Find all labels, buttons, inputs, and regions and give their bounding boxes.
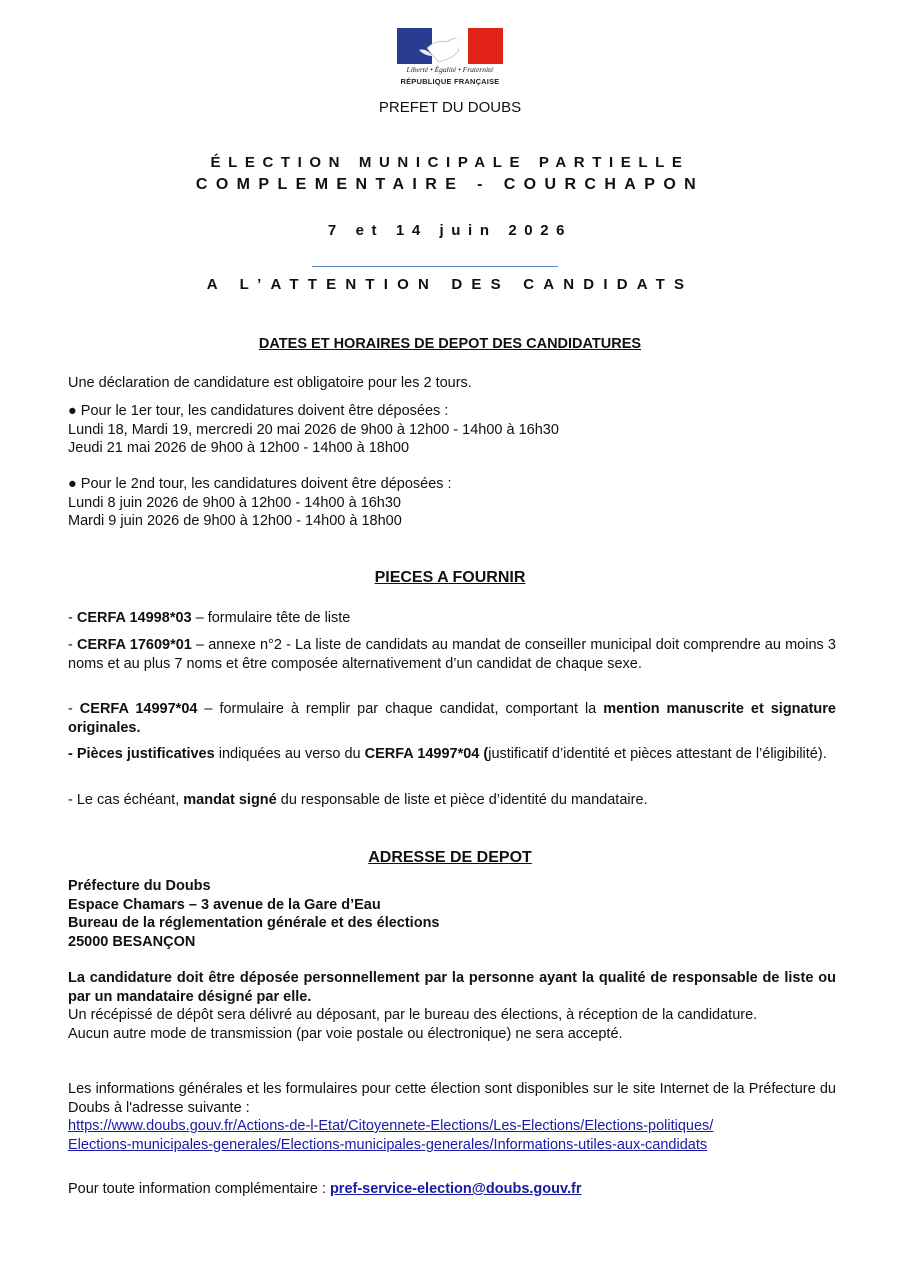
note-bold: La candidature doit être déposée personnellement par la personne ayant la qualité de responsable de liste ou par un mandataire désigné par elle. <box>68 970 836 1005</box>
cerfa-code: CERFA 14998*03 <box>76 610 192 626</box>
piece-item-5 <box>68 791 836 810</box>
info-block <box>68 1080 836 1117</box>
piece-prefix: - <box>68 701 80 717</box>
piece-text: – formulaire tête de liste <box>191 610 351 626</box>
contact-line <box>68 1180 836 1199</box>
piece-item-4 <box>68 745 836 764</box>
tour2-line1: Lundi 8 juin 2026 de 9h00 à 12h00 - 14h00 à 16h30 <box>68 494 401 511</box>
dates-intro: Une déclaration de candidature est obligatoire pour les 2 tours. <box>68 375 472 391</box>
piece-text: – formulaire à remplir par chaque candidat, comportant la <box>197 701 604 717</box>
election-title-line1: ÉLECTION MUNICIPALE PARTIELLE <box>210 154 690 171</box>
piece-text: indiquées au verso du <box>214 746 365 762</box>
pieces-section-title: PIECES A FOURNIR <box>374 569 526 586</box>
election-title-line2: COMPLEMENTAIRE - COURCHAPON <box>195 176 705 193</box>
info-url-line1[interactable]: https://www.doubs.gouv.fr/Actions-de-l-Etat/Citoyennete-Elections/Les-Elections/Elections-politiques/ <box>68 1118 714 1134</box>
note-aucun: Aucun autre mode de transmission (par voie postale ou électronique) ne sera accepté. <box>68 1025 623 1042</box>
info-url-block <box>68 1117 836 1154</box>
piece-text-2: du responsable de liste et pièce d’identité du mandataire. <box>276 792 648 808</box>
tour1-line2: Jeudi 21 mai 2026 de 9h00 à 12h00 - 14h00 à 18h00 <box>68 440 410 456</box>
divider <box>312 266 558 267</box>
cerfa-code: CERFA 14997*04 ( <box>364 746 489 762</box>
attention-heading: A L’ATTENTION DES CANDIDATS <box>206 276 694 293</box>
tour2-block <box>68 475 836 531</box>
logo-republic: RÉPUBLIQUE FRANÇAISE <box>400 77 500 86</box>
dates-section-title: DATES ET HORAIRES DE DEPOT DES CANDIDATURES <box>258 336 642 352</box>
piece-item-3 <box>68 700 836 737</box>
piece-bold-start: - Pièces justificatives <box>68 746 215 762</box>
cerfa-code: CERFA 14997*04 <box>79 701 198 717</box>
piece-item-2 <box>68 636 836 673</box>
tour1-heading: ● Pour le 1er tour, les candidatures doivent être déposées : <box>68 403 449 419</box>
piece-item-1 <box>68 609 836 628</box>
address-line4: 25000 BESANÇON <box>68 933 196 950</box>
address-block <box>68 877 836 951</box>
depot-notes <box>68 969 836 1043</box>
address-line3: Bureau de la réglementation générale et des élections <box>68 915 440 931</box>
prefet-title: PREFET DU DOUBS <box>378 99 522 116</box>
contact-email-link[interactable]: pref-service-election@doubs.gouv.fr <box>329 1181 582 1197</box>
info-url-line2[interactable]: Elections-municipales-generales/Elections-municipales-generales/Informations-utiles-aux-candidats <box>68 1136 708 1153</box>
election-dates: 7 et 14 juin 2026 <box>327 222 573 239</box>
info-text: Les informations générales et les formulaires pour cette élection sont disponibles sur le site Internet de la Préfecture du Doubs à l'adresse suivante : <box>68 1081 836 1116</box>
cerfa-code: CERFA 17609*01 <box>77 637 192 653</box>
note-recepisse: Un récépissé de dépôt sera délivré au déposant, par le bureau des élections, à réception de la candidature. <box>68 1007 758 1023</box>
tour2-line2: Mardi 9 juin 2026 de 9h00 à 12h00 - 14h00 à 18h00 <box>68 513 402 529</box>
contact-label: Pour toute information complémentaire : <box>68 1181 330 1197</box>
piece-text-2: justificatif d’identité et pièces attestant de l’éligibilité). <box>488 746 827 762</box>
piece-text: – annexe n°2 - La liste de candidats au mandat de conseiller municipal doit comprendre au moins 3 noms et au plus 7 noms et être composée alternativement d’un candidat de chaque sexe. <box>68 637 836 672</box>
piece-prefix: - <box>68 610 77 626</box>
piece-bold: mandat signé <box>183 792 277 808</box>
piece-prefix: - <box>68 637 77 653</box>
piece-text: - Le cas échéant, <box>68 792 184 808</box>
address-line2: Espace Chamars – 3 avenue de la Gare d’Eau <box>68 896 381 913</box>
tour1-block <box>68 402 836 458</box>
tour1-line1: Lundi 18, Mardi 19, mercredi 20 mai 2026 de 9h00 à 12h00 - 14h00 à 16h30 <box>68 421 559 438</box>
adresse-section-title: ADRESSE DE DEPOT <box>368 849 532 866</box>
logo-motto: Liberté • Égalité • Fraternité <box>406 65 494 74</box>
address-line1: Préfecture du Doubs <box>68 878 211 894</box>
piece-bold-end: mention manuscrite et signature originales. <box>68 701 836 736</box>
tour2-heading: ● Pour le 2nd tour, les candidatures doivent être déposées : <box>68 476 452 492</box>
